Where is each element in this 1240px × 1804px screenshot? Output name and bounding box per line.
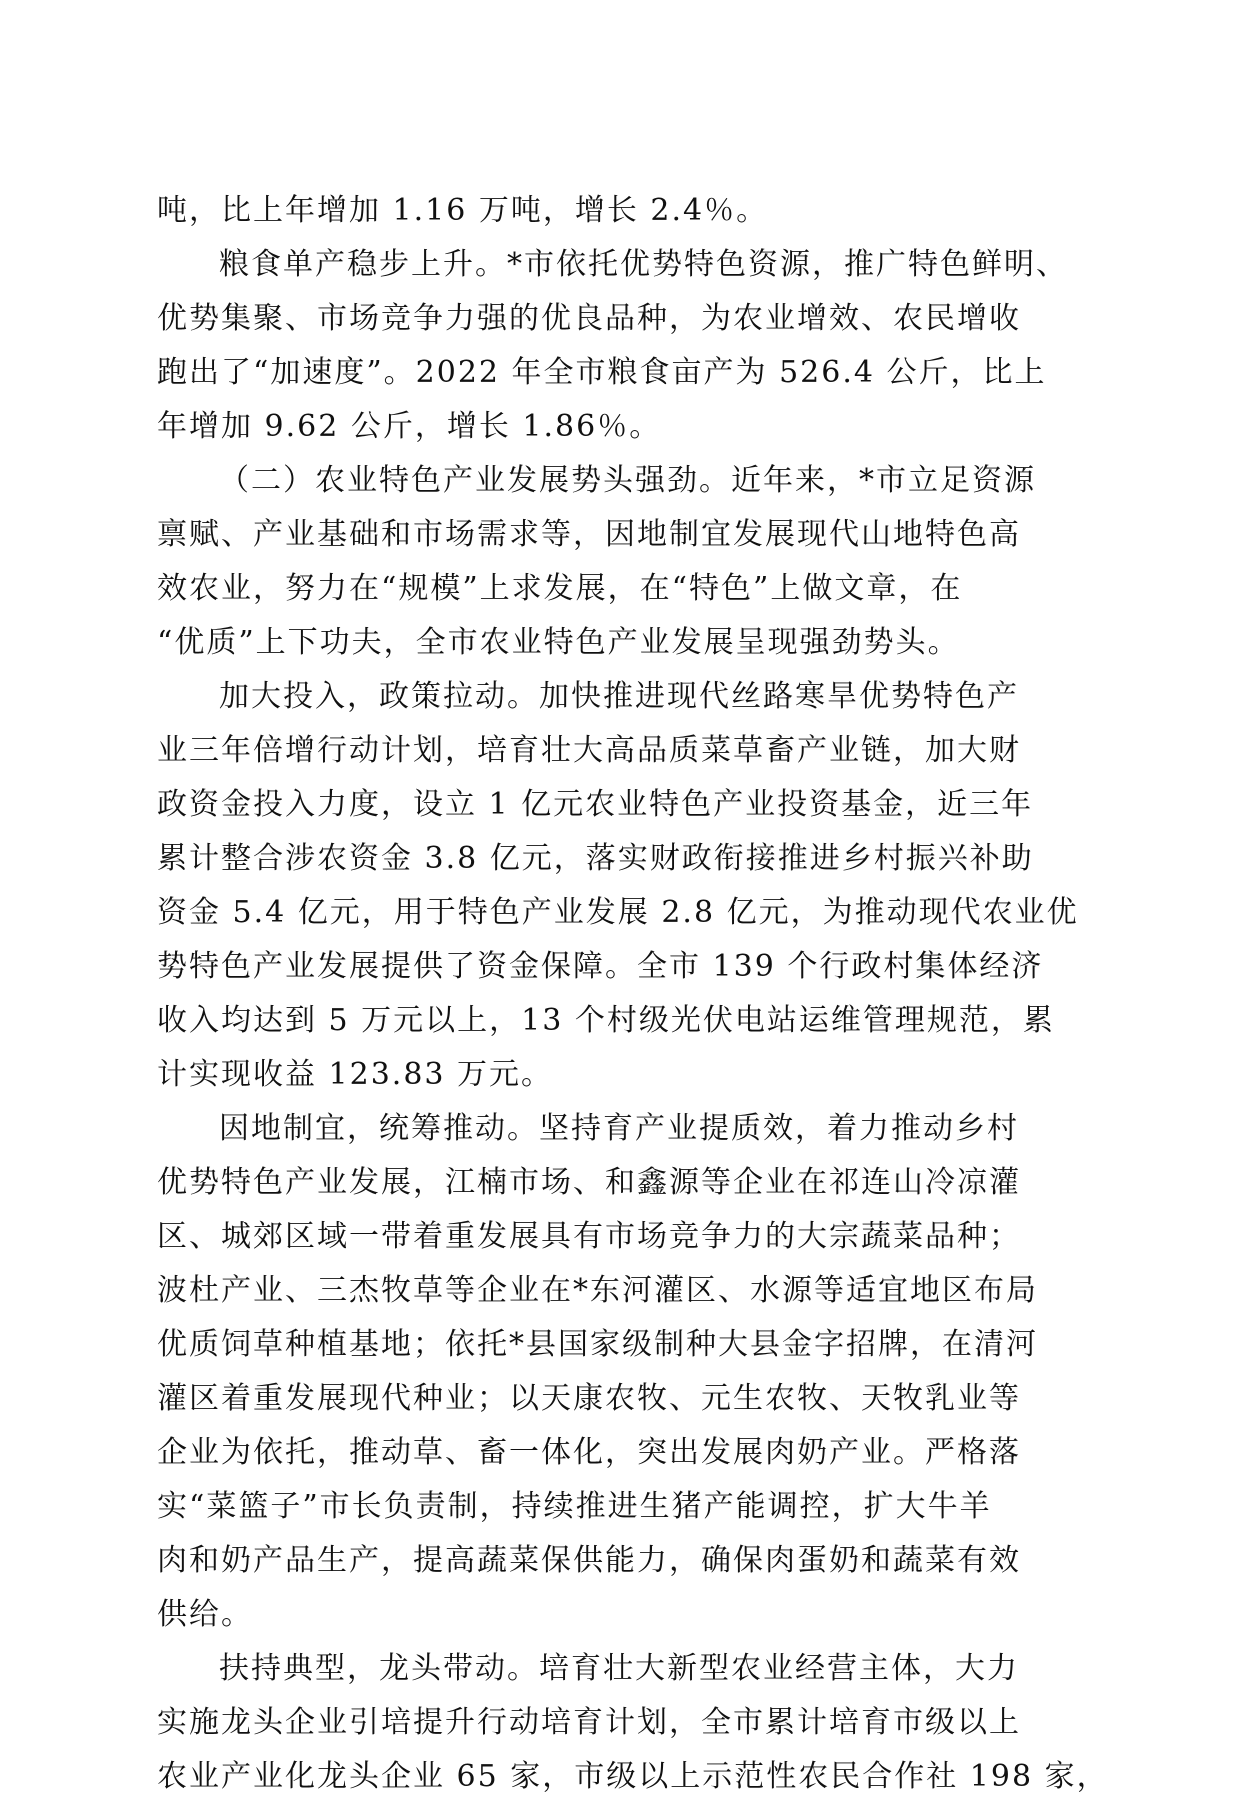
- paragraph-grain-total: [157, 184, 1079, 238]
- paragraph-leading-enterprises: [157, 1642, 1109, 1804]
- text-line: 扶持典型，龙头带动。培育壮大新型农业经营主体，大力: [219, 1651, 1019, 1686]
- text-line: 灌区着重发展现代种业；以天康农牧、元生农牧、天牧乳业等: [157, 1381, 1021, 1416]
- text-line: 波杜产业、三杰牧草等企业在*东河灌区、水源等适宜地区布局: [157, 1273, 1038, 1308]
- text-line: （二）农业特色产业发展势头强劲。近年来，*市立足资源: [219, 463, 1036, 498]
- text-line: 累计整合涉农资金 3.8 亿元，落实财政衔接推进乡村振兴补助: [157, 841, 1034, 876]
- text-line: 优势特色产业发展，江楠市场、和鑫源等企业在祁连山冷凉灌: [157, 1165, 1021, 1200]
- text-line: 农业产业化龙头企业 65 家，市级以上示范性农民合作社 198 家，: [157, 1759, 1109, 1794]
- text-line: 吨，比上年增加 1.16 万吨，增长 2.4％。: [157, 193, 769, 228]
- text-line: 加大投入，政策拉动。加快推进现代丝路寒旱优势特色产: [219, 679, 1019, 714]
- text-line: 年增加 9.62 公斤，增长 1.86％。: [157, 409, 662, 444]
- text-line: 企业为依托，推动草、畜一体化，突出发展肉奶产业。严格落: [157, 1435, 1021, 1470]
- paragraph-section-two-heading: [157, 454, 1079, 670]
- text-line: 禀赋、产业基础和市场需求等，因地制宜发展现代山地特色高: [157, 517, 1021, 552]
- text-line: 势特色产业发展提供了资金保障。全市 139 个行政村集体经济: [157, 949, 1044, 984]
- text-line: 计实现收益 123.83 万元。: [157, 1057, 554, 1092]
- text-line: 收入均达到 5 万元以上，13 个村级光伏电站运维管理规范，累: [157, 1003, 1055, 1038]
- paragraph-policy-investment: [157, 670, 1079, 1102]
- text-line: 跑出了“加速度”。2022 年全市粮食亩产为 526.4 公斤，比上: [157, 355, 1047, 390]
- text-column: [157, 184, 1109, 1804]
- text-line: 区、城郊区域一带着重发展具有市场竞争力的大宗蔬菜品种；: [157, 1219, 1021, 1254]
- text-line: “优质”上下功夫，全市农业特色产业发展呈现强劲势头。: [157, 625, 960, 660]
- text-line: 业三年倍增行动计划，培育壮大高品质菜草畜产业链，加大财: [157, 733, 1021, 768]
- text-line: 供给。: [157, 1597, 253, 1632]
- text-line: 肉和奶产品生产，提高蔬菜保供能力，确保肉蛋奶和蔬菜有效: [157, 1543, 1021, 1578]
- text-line: 资金 5.4 亿元，用于特色产业发展 2.8 亿元，为推动现代农业优: [157, 895, 1079, 930]
- text-line: 优势集聚、市场竞争力强的优良品种，为农业增效、农民增收: [157, 301, 1021, 336]
- paragraph-grain-yield: [157, 238, 1079, 454]
- text-line: 实施龙头企业引培提升行动培育计划，全市累计培育市级以上: [157, 1705, 1021, 1740]
- text-line: 实“菜篮子”市长负责制，持续推进生猪产能调控，扩大牛羊: [157, 1489, 992, 1524]
- text-line: 效农业，努力在“规模”上求发展，在“特色”上做文章，在: [157, 571, 963, 606]
- text-line: 政资金投入力度，设立 1 亿元农业特色产业投资基金，近三年: [157, 787, 1034, 822]
- text-line: 因地制宜，统筹推动。坚持育产业提质效，着力推动乡村: [219, 1111, 1019, 1146]
- text-line: 优质饲草种植基地；依托*县国家级制种大县金字招牌，在清河: [157, 1327, 1038, 1362]
- text-line: 粮食单产稳步上升。*市依托优势特色资源，推广特色鲜明、: [219, 247, 1068, 282]
- paragraph-local-adaptation: [157, 1102, 1079, 1642]
